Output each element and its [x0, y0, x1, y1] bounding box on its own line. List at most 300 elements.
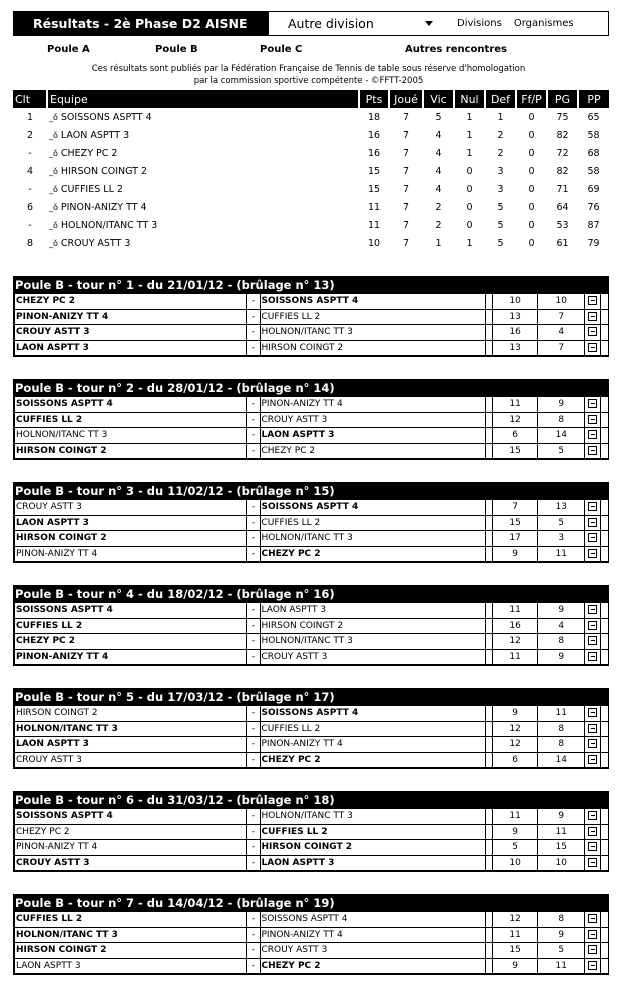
- vs-separator: -: [247, 824, 260, 840]
- team-name[interactable]: CROUY ASTT 3: [60, 237, 131, 249]
- spacer: [601, 500, 608, 516]
- away-team: SOISSONS ASPTT 4: [260, 500, 485, 516]
- vs-separator: -: [247, 840, 260, 856]
- vs-separator: -: [247, 531, 260, 547]
- match-row: [15, 443, 609, 459]
- team-cell: [47, 144, 359, 162]
- cell-clt: -: [28, 147, 32, 159]
- match-sheet-cell: [585, 309, 601, 325]
- cell-clt: 4: [26, 165, 34, 177]
- home-score: 12: [492, 412, 538, 428]
- spacer: [485, 515, 492, 531]
- cell-clt: 1: [26, 111, 34, 123]
- home-team: LAON ASPTT 3: [15, 515, 247, 531]
- match-sheet-cell: [585, 809, 601, 825]
- match-row: [15, 706, 609, 722]
- standings-row: [13, 234, 609, 252]
- home-score: 11: [492, 649, 538, 665]
- match-row: [15, 309, 609, 325]
- spacer: [485, 721, 492, 737]
- match-row: [15, 737, 609, 753]
- cell-pg: 72: [556, 147, 569, 159]
- autres-rencontres-link[interactable]: Autres rencontres: [405, 44, 507, 55]
- home-score: 13: [492, 340, 538, 356]
- cell-pg: 61: [556, 237, 569, 249]
- cell-joue: 7: [402, 183, 410, 195]
- standings-row: [13, 180, 609, 198]
- home-score: 13: [492, 309, 538, 325]
- home-score: 12: [492, 721, 538, 737]
- cell-vic: 2: [435, 201, 442, 213]
- cell-clt: 6: [26, 201, 34, 213]
- spacer: [485, 531, 492, 547]
- match-sheet-icon[interactable]: [588, 811, 597, 820]
- vs-separator: -: [247, 855, 260, 871]
- col-pg: PG: [547, 90, 578, 108]
- team-cell: [47, 234, 359, 252]
- match-sheet-icon[interactable]: [588, 518, 597, 527]
- home-team: PINON-ANIZY TT 4: [15, 840, 247, 856]
- standings-row: [13, 126, 609, 144]
- notice-line-2: par la commission sportive compétente - ©FFTT-2005: [193, 76, 424, 86]
- away-score: 9: [538, 809, 585, 825]
- spacer: [601, 721, 608, 737]
- spacer: [601, 927, 608, 943]
- away-score: 7: [538, 340, 585, 356]
- spacer: [485, 412, 492, 428]
- cell-joue: 7: [402, 201, 410, 213]
- match-sheet-icon[interactable]: [588, 343, 597, 352]
- away-score: 14: [538, 428, 585, 444]
- matches-table: [14, 396, 608, 459]
- cell-joue: 7: [402, 219, 410, 231]
- vs-separator: -: [247, 428, 260, 444]
- cell-def: 2: [497, 129, 504, 141]
- round-block: [13, 688, 609, 769]
- team-name[interactable]: LAON ASPTT 3: [60, 129, 130, 141]
- away-score: 5: [538, 443, 585, 459]
- team-cell: [47, 126, 359, 144]
- match-sheet-icon[interactable]: [588, 842, 597, 851]
- away-score: 4: [538, 618, 585, 634]
- spacer: [485, 397, 492, 413]
- home-team: HIRSON COINGT 2: [15, 443, 247, 459]
- cell-ffp: 0: [528, 219, 535, 231]
- match-sheet-icon[interactable]: [588, 858, 597, 867]
- chevron-down-icon: [425, 21, 433, 26]
- vs-separator: -: [247, 943, 260, 959]
- match-sheet-cell: [585, 752, 601, 768]
- match-sheet-cell: [585, 546, 601, 562]
- cell-def: 2: [497, 147, 504, 159]
- cell-pp: 68: [587, 147, 600, 159]
- home-team: HOLNON/ITANC TT 3: [15, 428, 247, 444]
- match-sheet-icon[interactable]: [588, 961, 597, 970]
- vs-separator: -: [247, 603, 260, 619]
- team-cell: [47, 216, 359, 234]
- match-sheet-icon[interactable]: [588, 724, 597, 733]
- spacer: [601, 340, 608, 356]
- round-block: [13, 482, 609, 563]
- cell-pts: 10: [367, 237, 381, 249]
- spacer: [485, 546, 492, 562]
- away-team: CROUY ASTT 3: [260, 412, 485, 428]
- spacer: [601, 294, 608, 310]
- round-block: [13, 791, 609, 872]
- match-sheet-icon[interactable]: [588, 446, 597, 455]
- page-title: Résultats - 2è Phase D2 AISNE: [14, 12, 269, 35]
- away-score: 3: [538, 531, 585, 547]
- col-def: Def: [485, 90, 516, 108]
- cell-joue: 7: [402, 129, 410, 141]
- home-score: 11: [492, 397, 538, 413]
- match-sheet-cell: [585, 824, 601, 840]
- poule-c-link[interactable]: Poule C: [260, 44, 303, 55]
- away-score: 13: [538, 500, 585, 516]
- spacer: [485, 752, 492, 768]
- home-team: HIRSON COINGT 2: [15, 943, 247, 959]
- col-pts: Pts: [359, 90, 389, 108]
- match-sheet-icon[interactable]: [588, 327, 597, 336]
- team-icon[interactable]: _ǒ: [49, 166, 58, 176]
- cell-def: 3: [497, 183, 504, 195]
- team-name[interactable]: HIRSON COINGT 2: [60, 165, 147, 177]
- home-score: 7: [492, 500, 538, 516]
- division-select-value: Autre division: [288, 16, 374, 31]
- match-sheet-icon[interactable]: [588, 739, 597, 748]
- match-sheet-cell: [585, 325, 601, 341]
- spacer: [485, 634, 492, 650]
- away-score: 8: [538, 737, 585, 753]
- match-sheet-icon[interactable]: [588, 755, 597, 764]
- home-team: HIRSON COINGT 2: [15, 531, 247, 547]
- cell-clt: 8: [26, 237, 34, 249]
- home-team: SOISSONS ASPTT 4: [15, 603, 247, 619]
- team-icon[interactable]: _ǒ: [49, 148, 58, 158]
- team-icon[interactable]: _ǒ: [49, 238, 58, 248]
- vs-separator: -: [247, 752, 260, 768]
- round-title: Poule B - tour n° 6 - du 31/03/12 - (brûlage n° 18): [14, 792, 608, 808]
- spacer: [601, 618, 608, 634]
- match-sheet-icon[interactable]: [588, 621, 597, 630]
- cell-def: 1: [497, 111, 504, 123]
- cell-vic: 4: [435, 129, 442, 141]
- team-name[interactable]: CUFFIES LL 2: [60, 183, 123, 195]
- match-row: [15, 618, 609, 634]
- vs-separator: -: [247, 443, 260, 459]
- spacer: [601, 443, 608, 459]
- home-score: 5: [492, 840, 538, 856]
- spacer: [485, 840, 492, 856]
- team-icon[interactable]: _ǒ: [49, 184, 58, 194]
- match-row: [15, 325, 609, 341]
- match-sheet-icon[interactable]: [588, 430, 597, 439]
- match-sheet-icon[interactable]: [588, 914, 597, 923]
- divisions-link[interactable]: Divisions: [457, 18, 502, 29]
- match-row: [15, 943, 609, 959]
- match-sheet-icon[interactable]: [588, 533, 597, 542]
- match-row: [15, 809, 609, 825]
- cell-clt: 2: [26, 129, 34, 141]
- match-sheet-cell: [585, 500, 601, 516]
- cell-nul: 0: [466, 201, 473, 213]
- matches-table: [14, 293, 608, 356]
- cell-vic: 5: [435, 111, 442, 123]
- spacer: [601, 309, 608, 325]
- match-row: [15, 412, 609, 428]
- match-sheet-cell: [585, 943, 601, 959]
- standings-row: [13, 198, 609, 216]
- spacer: [601, 943, 608, 959]
- round-title: Poule B - tour n° 4 - du 18/02/12 - (brûlage n° 16): [14, 586, 608, 602]
- away-team: HOLNON/ITANC TT 3: [260, 325, 485, 341]
- match-row: [15, 428, 609, 444]
- away-team: SOISSONS ASPTT 4: [260, 294, 485, 310]
- match-sheet-cell: [585, 634, 601, 650]
- away-score: 10: [538, 855, 585, 871]
- spacer: [485, 649, 492, 665]
- cell-pts: 11: [367, 219, 381, 231]
- away-score: 8: [538, 412, 585, 428]
- col-ffp: Ff/P: [516, 90, 547, 108]
- team-name[interactable]: CHEZY PC 2: [60, 147, 118, 159]
- away-team: PINON-ANIZY TT 4: [260, 397, 485, 413]
- vs-separator: -: [247, 634, 260, 650]
- spacer: [601, 958, 608, 974]
- away-score: 5: [538, 943, 585, 959]
- cell-ffp: 0: [528, 165, 535, 177]
- cell-pp: 87: [587, 219, 600, 231]
- cell-ffp: 0: [528, 147, 535, 159]
- home-team: CHEZY PC 2: [15, 824, 247, 840]
- vs-separator: -: [247, 958, 260, 974]
- spacer: [485, 618, 492, 634]
- match-sheet-icon[interactable]: [588, 549, 597, 558]
- standings-row: [13, 108, 609, 126]
- home-team: CUFFIES LL 2: [15, 412, 247, 428]
- team-icon[interactable]: _ǒ: [49, 202, 58, 212]
- match-row: [15, 340, 609, 356]
- col-joue: Joué: [389, 90, 423, 108]
- away-team: HOLNON/ITANC TT 3: [260, 809, 485, 825]
- match-sheet-icon[interactable]: [588, 605, 597, 614]
- poule-b-link[interactable]: Poule B: [155, 44, 198, 55]
- away-team: HOLNON/ITANC TT 3: [260, 634, 485, 650]
- match-sheet-cell: [585, 531, 601, 547]
- spacer: [485, 809, 492, 825]
- match-sheet-cell: [585, 412, 601, 428]
- away-score: 11: [538, 546, 585, 562]
- team-icon[interactable]: _ǒ: [49, 130, 58, 140]
- vs-separator: -: [247, 397, 260, 413]
- round-title: Poule B - tour n° 5 - du 17/03/12 - (brûlage n° 17): [14, 689, 608, 705]
- home-score: 9: [492, 958, 538, 974]
- match-sheet-icon[interactable]: [588, 636, 597, 645]
- match-sheet-icon[interactable]: [588, 930, 597, 939]
- team-cell: [47, 108, 359, 126]
- home-score: 12: [492, 634, 538, 650]
- spacer: [601, 649, 608, 665]
- organismes-link[interactable]: Organismes: [513, 18, 574, 29]
- round-title: Poule B - tour n° 3 - du 11/02/12 - (brûlage n° 15): [14, 483, 608, 499]
- away-score: 9: [538, 603, 585, 619]
- home-team: PINON-ANIZY TT 4: [15, 546, 247, 562]
- team-icon[interactable]: _ǒ: [49, 112, 58, 122]
- match-sheet-icon[interactable]: [588, 945, 597, 954]
- spacer: [485, 912, 492, 928]
- away-team: HOLNON/ITANC TT 3: [260, 531, 485, 547]
- match-sheet-icon[interactable]: [588, 708, 597, 717]
- home-team: CUFFIES LL 2: [15, 618, 247, 634]
- cell-pp: 76: [587, 201, 600, 213]
- match-row: [15, 721, 609, 737]
- away-team: HIRSON COINGT 2: [260, 618, 485, 634]
- vs-separator: -: [247, 706, 260, 722]
- vs-separator: -: [247, 618, 260, 634]
- away-team: CUFFIES LL 2: [260, 515, 485, 531]
- cell-def: 5: [497, 219, 504, 231]
- cell-pg: 64: [556, 201, 569, 213]
- home-score: 15: [492, 443, 538, 459]
- col-vic: Vic: [423, 90, 454, 108]
- spacer: [601, 428, 608, 444]
- match-sheet-cell: [585, 721, 601, 737]
- match-sheet-icon[interactable]: [588, 827, 597, 836]
- standings-table: [13, 90, 609, 252]
- cell-vic: 2: [435, 219, 442, 231]
- home-team: CUFFIES LL 2: [15, 912, 247, 928]
- team-name[interactable]: PINON-ANIZY TT 4: [60, 201, 147, 213]
- cell-pp: 69: [587, 183, 600, 195]
- away-team: CROUY ASTT 3: [260, 649, 485, 665]
- cell-def: 5: [497, 201, 504, 213]
- match-row: [15, 397, 609, 413]
- away-score: 9: [538, 927, 585, 943]
- home-team: CROUY ASTT 3: [15, 325, 247, 341]
- standings-row: [13, 162, 609, 180]
- poule-nav: [0, 44, 617, 58]
- home-score: 16: [492, 618, 538, 634]
- match-sheet-icon[interactable]: [588, 502, 597, 511]
- cell-vic: 4: [435, 147, 442, 159]
- spacer: [485, 443, 492, 459]
- cell-nul: 1: [466, 237, 473, 249]
- round-block: [13, 379, 609, 460]
- away-score: 9: [538, 649, 585, 665]
- home-score: 11: [492, 603, 538, 619]
- matches-table: [14, 499, 608, 562]
- away-score: 8: [538, 912, 585, 928]
- away-team: LAON ASPTT 3: [260, 428, 485, 444]
- home-team: LAON ASPTT 3: [15, 340, 247, 356]
- away-team: CHEZY PC 2: [260, 752, 485, 768]
- spacer: [601, 706, 608, 722]
- match-sheet-icon[interactable]: [588, 652, 597, 661]
- away-team: SOISSONS ASPTT 4: [260, 706, 485, 722]
- home-team: CROUY ASTT 3: [15, 752, 247, 768]
- home-team: LAON ASPTT 3: [15, 958, 247, 974]
- spacer: [601, 412, 608, 428]
- home-team: CHEZY PC 2: [15, 294, 247, 310]
- matches-table: [14, 808, 608, 871]
- division-select[interactable]: [269, 12, 439, 35]
- match-sheet-cell: [585, 603, 601, 619]
- round-title: Poule B - tour n° 2 - du 28/01/12 - (brûlage n° 14): [14, 380, 608, 396]
- col-equipe: Equipe: [47, 90, 359, 108]
- match-row: [15, 603, 609, 619]
- match-row: [15, 634, 609, 650]
- notice-line-1: Ces résultats sont publiés par la Fédération Française de Tennis de table sous réserve d'homologation: [91, 64, 526, 74]
- cell-pts: 16: [367, 147, 381, 159]
- spacer: [601, 603, 608, 619]
- home-team: HOLNON/ITANC TT 3: [15, 721, 247, 737]
- round-block: [13, 276, 609, 357]
- match-sheet-icon[interactable]: [588, 296, 597, 305]
- match-sheet-cell: [585, 840, 601, 856]
- match-sheet-cell: [585, 912, 601, 928]
- matches-table: [14, 705, 608, 768]
- cell-nul: 1: [466, 129, 473, 141]
- spacer: [601, 515, 608, 531]
- cell-pp: 65: [587, 111, 600, 123]
- away-score: 5: [538, 515, 585, 531]
- vs-separator: -: [247, 515, 260, 531]
- poule-a-link[interactable]: Poule A: [47, 44, 90, 55]
- spacer: [485, 958, 492, 974]
- home-score: 9: [492, 706, 538, 722]
- spacer: [485, 325, 492, 341]
- cell-vic: 4: [435, 165, 442, 177]
- spacer: [485, 294, 492, 310]
- cell-def: 5: [497, 237, 504, 249]
- cell-clt: -: [28, 219, 32, 231]
- match-sheet-icon[interactable]: [588, 399, 597, 408]
- home-team: HOLNON/ITANC TT 3: [15, 927, 247, 943]
- match-row: [15, 649, 609, 665]
- away-team: SOISSONS ASPTT 4: [260, 912, 485, 928]
- cell-pg: 75: [556, 111, 569, 123]
- cell-pts: 15: [367, 183, 381, 195]
- away-score: 11: [538, 706, 585, 722]
- match-sheet-icon[interactable]: [588, 415, 597, 424]
- away-score: 8: [538, 634, 585, 650]
- spacer: [485, 603, 492, 619]
- home-score: 10: [492, 855, 538, 871]
- vs-separator: -: [247, 340, 260, 356]
- match-sheet-cell: [585, 958, 601, 974]
- spacer: [485, 855, 492, 871]
- vs-separator: -: [247, 721, 260, 737]
- team-icon[interactable]: _ǒ: [49, 220, 58, 230]
- spacer: [485, 500, 492, 516]
- home-team: SOISSONS ASPTT 4: [15, 809, 247, 825]
- round-title: Poule B - tour n° 7 - du 14/04/12 - (brûlage n° 19): [14, 895, 608, 911]
- home-team: HIRSON COINGT 2: [15, 706, 247, 722]
- cell-vic: 4: [435, 183, 442, 195]
- spacer: [601, 397, 608, 413]
- match-row: [15, 927, 609, 943]
- standings-row: [13, 216, 609, 234]
- cell-nul: 0: [466, 219, 473, 231]
- match-sheet-icon[interactable]: [588, 312, 597, 321]
- cell-nul: 0: [466, 183, 473, 195]
- top-bar: [13, 11, 609, 36]
- match-row: [15, 294, 609, 310]
- spacer: [485, 428, 492, 444]
- team-name[interactable]: SOISSONS ASPTT 4: [60, 111, 152, 123]
- team-name[interactable]: HOLNON/ITANC TT 3: [60, 219, 158, 231]
- round-block: [13, 585, 609, 666]
